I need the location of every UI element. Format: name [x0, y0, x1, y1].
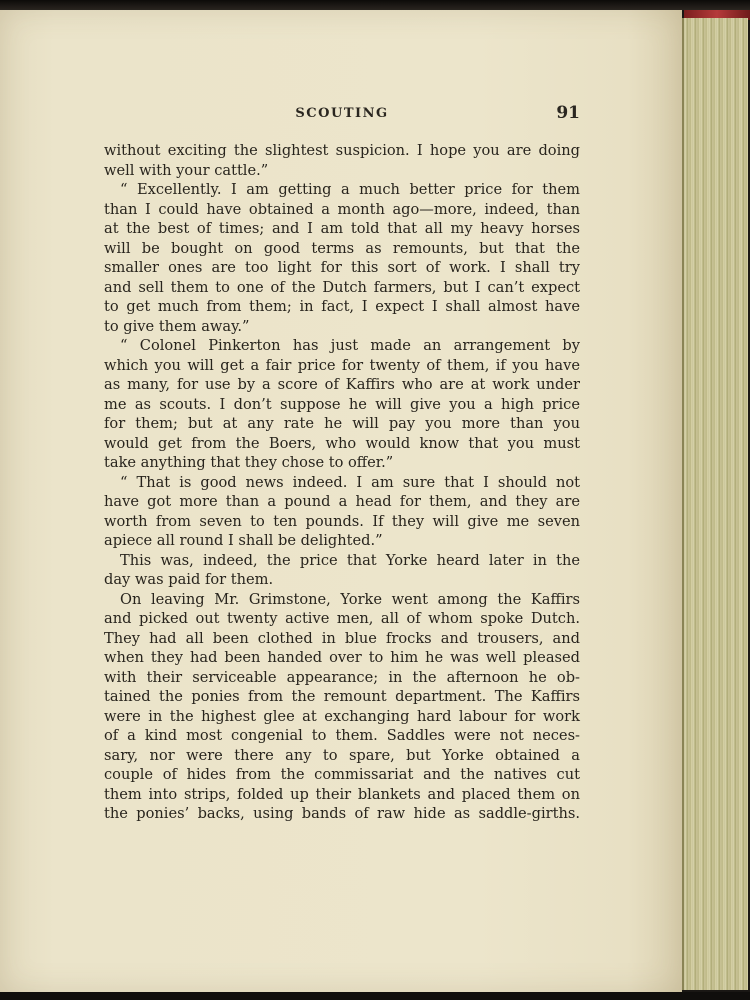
text-line: and picked out twenty active men, all of whom spoke Dutch.	[104, 610, 580, 627]
text-line: On leaving Mr. Grimstone, Yorke went among the Kaffirs	[120, 590, 580, 608]
text-line: “ That is good news indeed. I am sure that I should not	[120, 473, 580, 491]
text-line: day was paid for them.	[104, 571, 274, 588]
text-line: to get much from them; in fact, I expect I shall almost have	[104, 298, 580, 315]
text-line: to give them away.”	[104, 317, 250, 335]
text-line: tained the ponies from the remount department. The Kaffirs	[104, 688, 580, 705]
text-line: without exciting the slightest suspicion. I hope you are doing	[104, 142, 580, 159]
text-line: They had all been clothed in blue frocks and trousers, and	[104, 629, 580, 647]
text-line: would get from the Boers, who would know that you must	[104, 434, 580, 452]
text-line: when they had been handed over to him he was well pleased	[104, 649, 580, 666]
text-line: well with your cattle.”	[104, 161, 269, 179]
text-line: than I could have obtained a month ago—more, indeed, than	[104, 200, 580, 218]
page-number: 91	[556, 103, 580, 123]
page-stack-edge	[682, 18, 748, 990]
text-line: and sell them to one of the Dutch farmers, but I can’t expect	[104, 278, 580, 296]
text-line: with their serviceable appearance; in the afternoon he ob-	[104, 668, 580, 686]
text-line: couple of hides from the commissariat and the natives cut	[104, 766, 580, 783]
text-line: as many, for use by a score of Kaffirs who are at work under	[104, 376, 580, 393]
running-title: SCOUTING	[295, 106, 389, 121]
running-head	[104, 103, 580, 125]
text-line: This was, indeed, the price that Yorke heard later in the	[120, 551, 580, 569]
top-shadow	[0, 0, 750, 10]
text-line: worth from seven to ten pounds. If they will give me seven	[104, 512, 580, 530]
text-line: “ Excellently. I am getting a much better price for them	[120, 181, 580, 198]
text-line: me as scouts. I don’t suppose he will give you a high price	[104, 395, 580, 413]
text-line: will be bought on good terms as remounts, but that the	[104, 239, 580, 257]
text-line: “ Colonel Pinkerton has just made an arrangement by	[120, 337, 580, 354]
text-line: smaller ones are too light for this sort of work. I shall try	[104, 259, 580, 276]
text-line: sary, nor were there any to spare, but Yorke obtained a	[104, 746, 580, 764]
text-line: them into strips, folded up their blankets and placed them on	[104, 785, 580, 803]
body-text	[104, 141, 580, 824]
text-line: which you will get a fair price for twenty of them, if you have	[104, 356, 580, 374]
text-line: at the best of times; and I am told that all my heavy horses	[104, 220, 580, 237]
text-line: the ponies’ backs, using bands of raw hide as saddle-girths.	[104, 805, 580, 822]
text-line: apiece all round I shall be delighted.”	[104, 532, 383, 549]
bottom-shadow	[0, 992, 750, 1000]
text-line: take anything that they chose to offer.”	[104, 454, 394, 471]
text-line: were in the highest glee at exchanging hard labour for work	[104, 707, 580, 725]
text-line: have got more than a pound a head for them, and they are	[104, 493, 580, 510]
text-line: of a kind most congenial to them. Saddles were not neces-	[104, 727, 580, 744]
text-line: for them; but at any rate he will pay you more than you	[104, 415, 580, 432]
